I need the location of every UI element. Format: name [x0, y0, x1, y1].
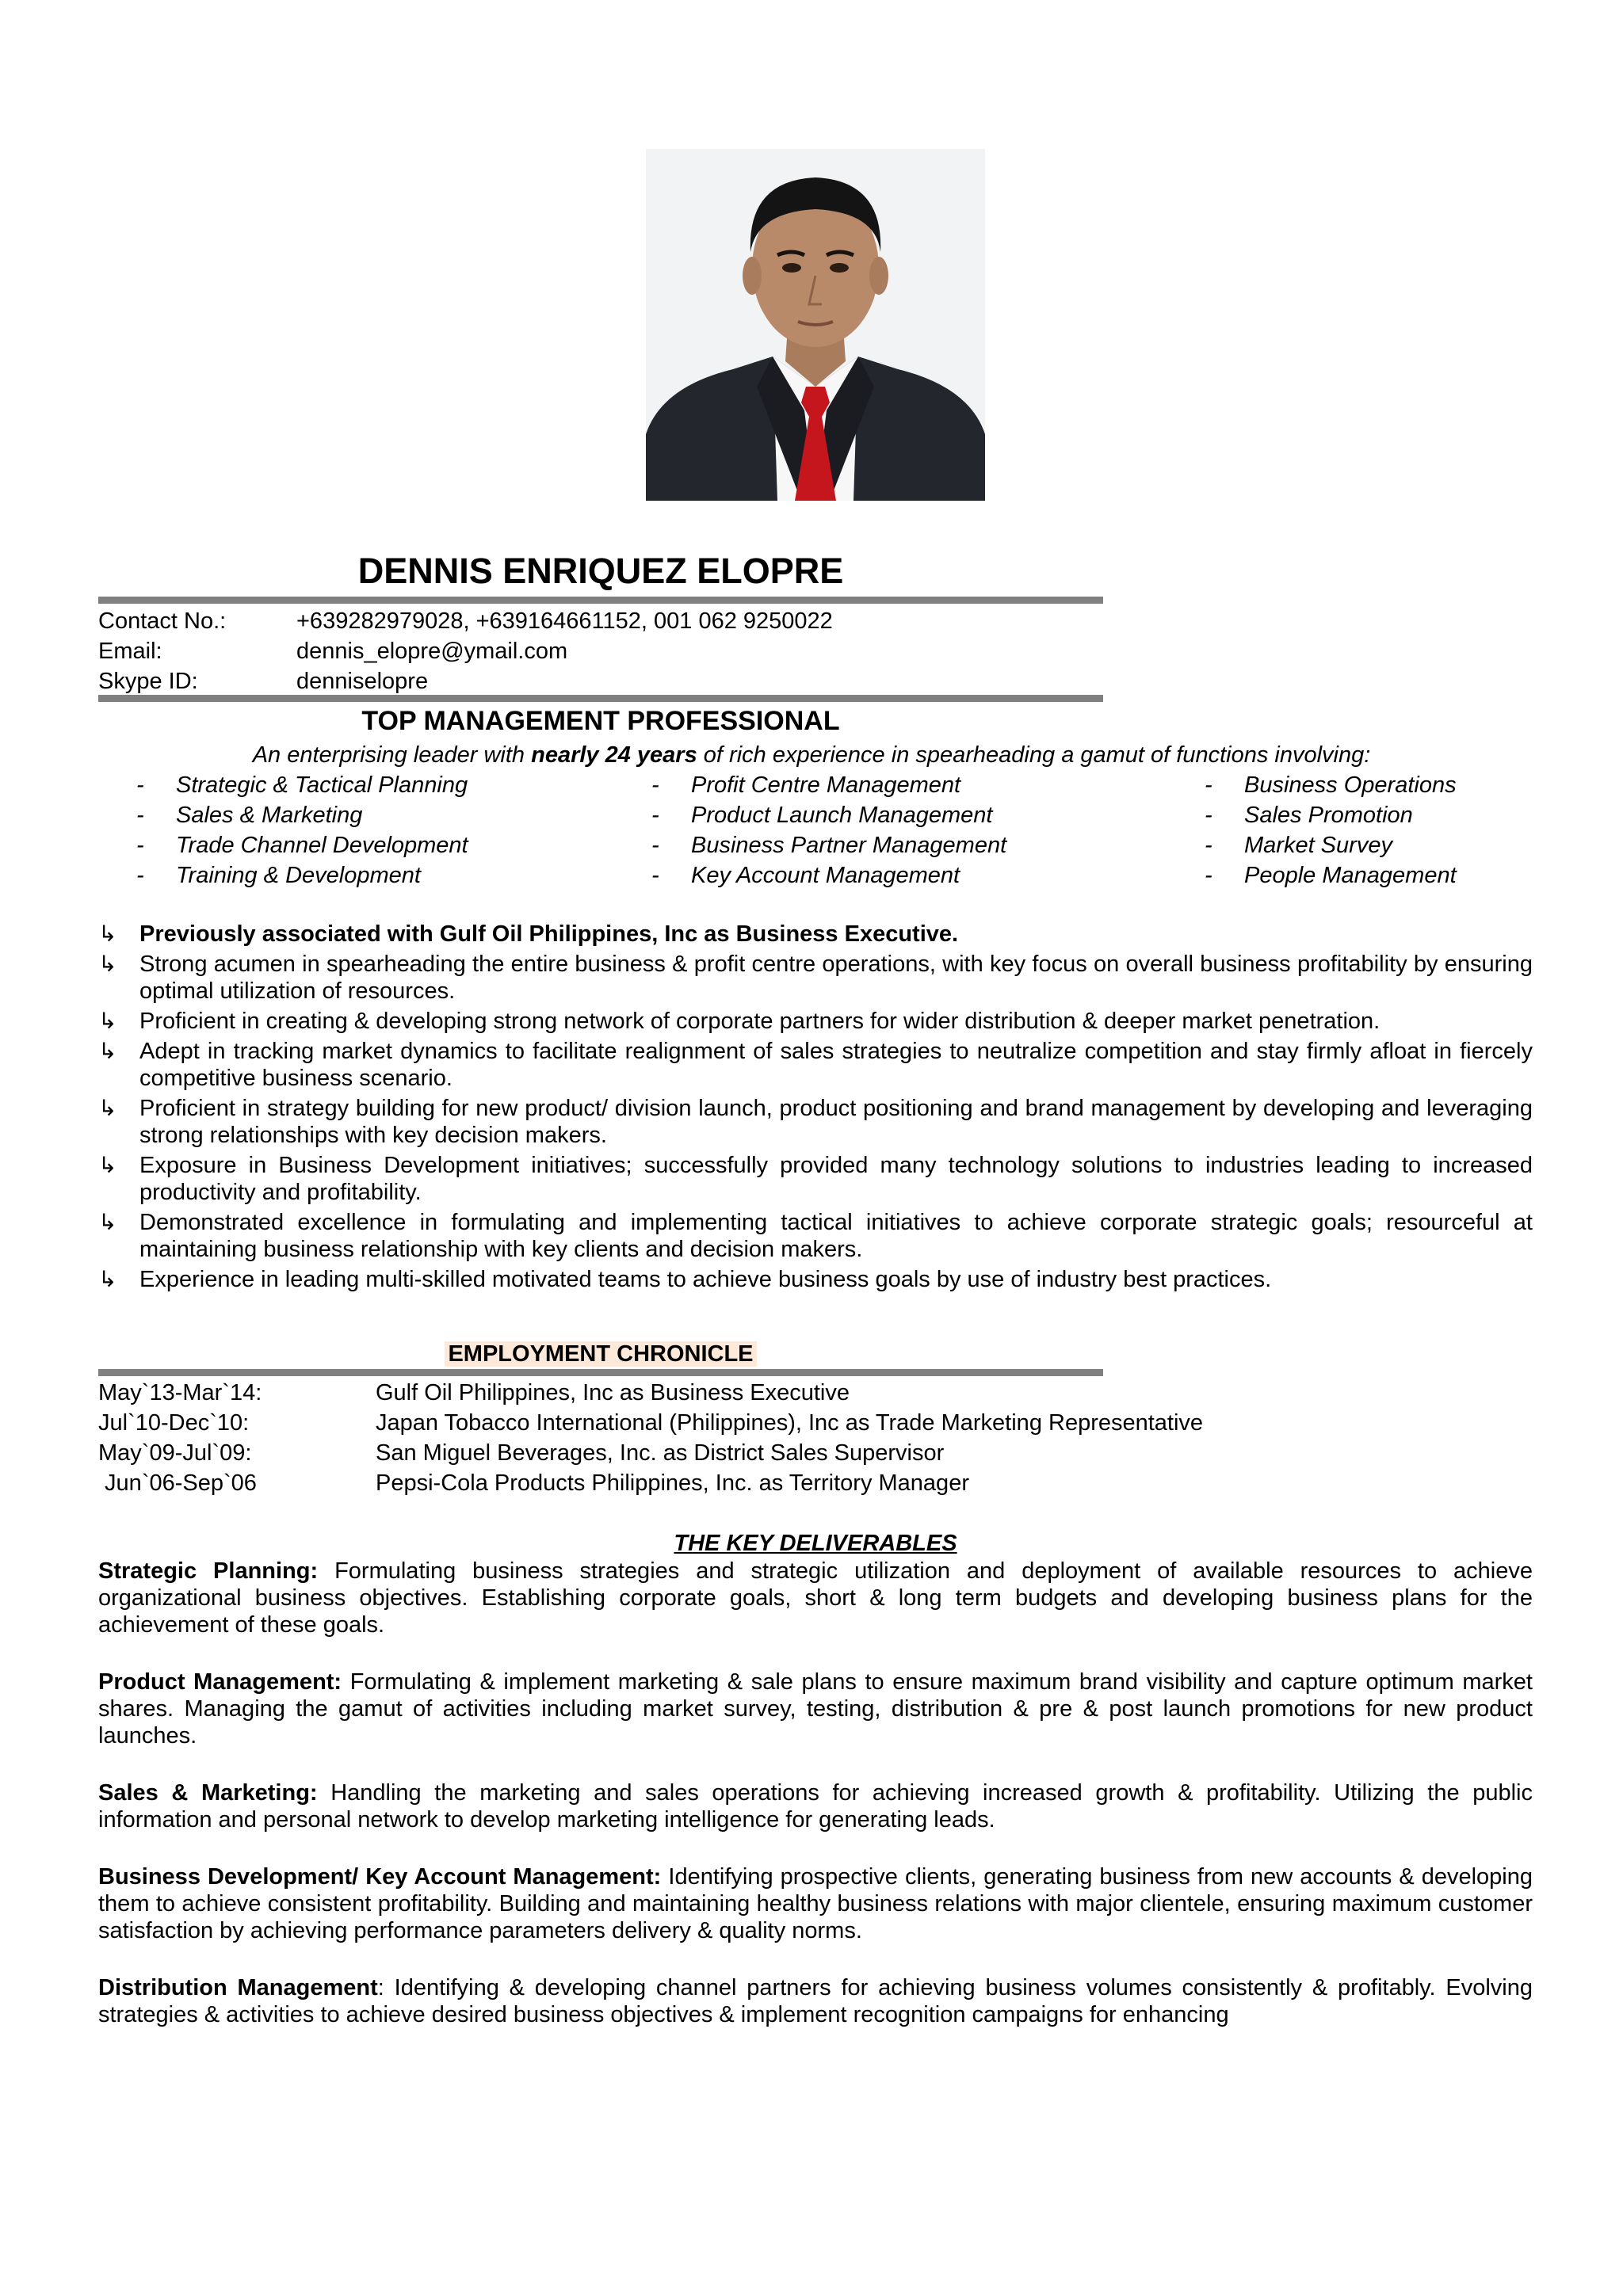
arrow-bullet-icon: ↳	[98, 1267, 117, 1291]
skill-item: - Business Partner Management	[651, 833, 1007, 858]
employment-list	[98, 1378, 1203, 1498]
profile-intro	[0, 740, 1623, 770]
skill-item: - Market Survey	[1205, 833, 1392, 858]
employment-row	[98, 1438, 1203, 1468]
highlights-list	[98, 921, 1533, 1296]
arrow-bullet-icon: ↳	[98, 1153, 117, 1177]
deliverable-heading: Business Development/ Key Account Management:	[98, 1864, 662, 1890]
deliverable-heading: Strategic Planning:	[98, 1558, 319, 1584]
list-item: ↳ Adept in tracking market dynamics to facilitate realignment of sales strategies to neutralize competition and stay firmly afloat in fiercely competitive business scenario.	[98, 1039, 1533, 1091]
contact-row-phone	[98, 606, 833, 636]
employment-row	[98, 1468, 1203, 1498]
deliverable-item: Product Management: Formulating & implement marketing & sale plans to ensure maximum brand visibility and capture optimum market shares. Managing the gamut of activities including market survey, testing, distribution & pre & post launch promotions for new product launches.	[98, 1669, 1533, 1749]
skill-item: - Sales Promotion	[1205, 803, 1413, 828]
list-item: ↳ Previously associated with Gulf Oil Philippines, Inc as Business Executive.	[98, 921, 959, 947]
employment-role: Gulf Oil Philippines, Inc as Business Executive	[376, 1380, 850, 1405]
deliverables-title: THE KEY DELIVERABLES	[674, 1531, 957, 1556]
contact-label: Contact No.:	[98, 608, 227, 634]
person-portrait-icon	[646, 149, 985, 501]
candidate-name: DENNIS ENRIQUEZ ELOPRE	[357, 551, 844, 591]
skype-value: denniselopre	[296, 669, 429, 694]
contact-block	[98, 606, 833, 696]
employment-role: San Miguel Beverages, Inc. as District Sales Supervisor	[376, 1440, 945, 1466]
phone-value: +639282979028, +639164661152, 001 062 9250022	[296, 608, 833, 634]
skills-column-2	[651, 770, 1006, 891]
skill-item: - Profit Centre Management	[651, 772, 961, 798]
employment-row	[98, 1378, 1203, 1408]
arrow-bullet-icon: ↳	[98, 952, 117, 976]
employment-row	[98, 1408, 1203, 1438]
contact-row-email	[98, 636, 833, 666]
email-value: dennis_elopre@ymail.com	[296, 639, 568, 664]
skill-item: - Strategic & Tactical Planning	[136, 772, 468, 798]
skill-item: - Product Launch Management	[651, 803, 993, 828]
deliverables-list	[98, 1558, 1533, 2058]
employment-title: EMPLOYMENT CHRONICLE	[98, 1339, 1103, 1369]
deliverable-heading: Product Management:	[98, 1669, 342, 1695]
list-item: ↳ Proficient in creating & developing strong network of corporate partners for wider distribution & deeper market penetration.	[98, 1009, 1381, 1034]
employment-date: May`13-Mar`14:	[98, 1380, 262, 1405]
employment-date: May`09-Jul`09:	[98, 1440, 252, 1466]
skill-item: - People Management	[1205, 863, 1457, 888]
contact-row-skype	[98, 666, 833, 696]
contact-divider	[98, 695, 1103, 702]
contact-label: Email:	[98, 639, 162, 664]
deliverable-item: Sales & Marketing: Handling the marketing and sales operations for achieving increased growth & profitability. Utilizing the public information and personal network to develop marketing intelligence for generating leads.	[98, 1780, 1533, 1833]
skills-column-3	[1205, 770, 1457, 891]
header-divider	[98, 597, 1103, 604]
arrow-bullet-icon: ↳	[98, 1009, 117, 1033]
employment-date: Jun`06-Sep`06	[98, 1470, 257, 1496]
intro-bold-text: nearly 24 years	[531, 742, 697, 768]
list-item: ↳ Proficient in strategy building for new product/ division launch, product positioning and brand management by developing and leveraging strong relationships with key decision makers.	[98, 1096, 1533, 1148]
employment-date: Jul`10-Dec`10:	[98, 1410, 250, 1436]
intro-text: of rich experience in spearheading a gamut of functions involving:	[697, 742, 1371, 768]
deliverable-heading: Distribution Management	[98, 1975, 378, 2000]
employment-divider	[98, 1369, 1103, 1376]
skill-item: - Sales & Marketing	[136, 803, 363, 828]
skill-item: - Business Operations	[1205, 772, 1457, 798]
arrow-bullet-icon: ↳	[98, 1210, 117, 1234]
employment-role: Japan Tobacco International (Philippines), Inc as Trade Marketing Representative	[376, 1410, 1204, 1436]
profile-title: TOP MANAGEMENT PROFESSIONAL	[361, 706, 840, 736]
skill-item: - Key Account Management	[651, 863, 960, 888]
list-item: ↳ Strong acumen in spearheading the entire business & profit centre operations, with key focus on overall business profitability by ensuring optimal utilization of resources.	[98, 952, 1533, 1004]
deliverable-item: Distribution Management: Identifying & developing channel partners for achieving business volumes consistently & profitably. Evolving strategies & activities to achieve desired business objectives & implement recognition campaigns for enhancing	[98, 1975, 1533, 2027]
contact-label: Skype ID:	[98, 669, 198, 694]
skill-item: - Training & Development	[136, 863, 421, 888]
list-item: ↳ Experience in leading multi-skilled motivated teams to achieve business goals by use of industry best practices.	[98, 1267, 1272, 1292]
arrow-bullet-icon: ↳	[98, 1039, 117, 1063]
deliverable-heading: Sales & Marketing:	[98, 1780, 318, 1806]
profile-photo	[646, 149, 985, 501]
employment-role: Pepsi-Cola Products Philippines, Inc. as Territory Manager	[376, 1470, 969, 1496]
intro-text: An enterprising leader with	[252, 742, 532, 768]
arrow-bullet-icon: ↳	[98, 1096, 117, 1120]
skill-item: - Trade Channel Development	[136, 833, 468, 858]
deliverable-item: Business Development/ Key Account Management: Identifying prospective clients, generating business from new accounts & developing them to achieve consistent profitability. Building and maintaining healthy business relations with major clientele, ensuring maximum customer satisfaction by achieving performance parameters delivery & quality norms.	[98, 1864, 1533, 1943]
skills-column-1	[136, 770, 468, 891]
arrow-bullet-icon: ↳	[98, 921, 117, 946]
deliverable-item: Strategic Planning: Formulating business strategies and strategic utilization and deployment of available resources to achieve organizational business objectives. Establishing corporate goals, short & long term budgets and developing business plans for the achievement of these goals.	[98, 1558, 1533, 1638]
list-item: ↳ Demonstrated excellence in formulating and implementing tactical initiatives to achieve corporate strategic goals; resourceful at maintaining business relationship with key clients and decision makers.	[98, 1210, 1533, 1262]
list-item: ↳ Exposure in Business Development initiatives; successfully provided many technology solutions to industries leading to increased productivity and profitability.	[98, 1153, 1533, 1205]
